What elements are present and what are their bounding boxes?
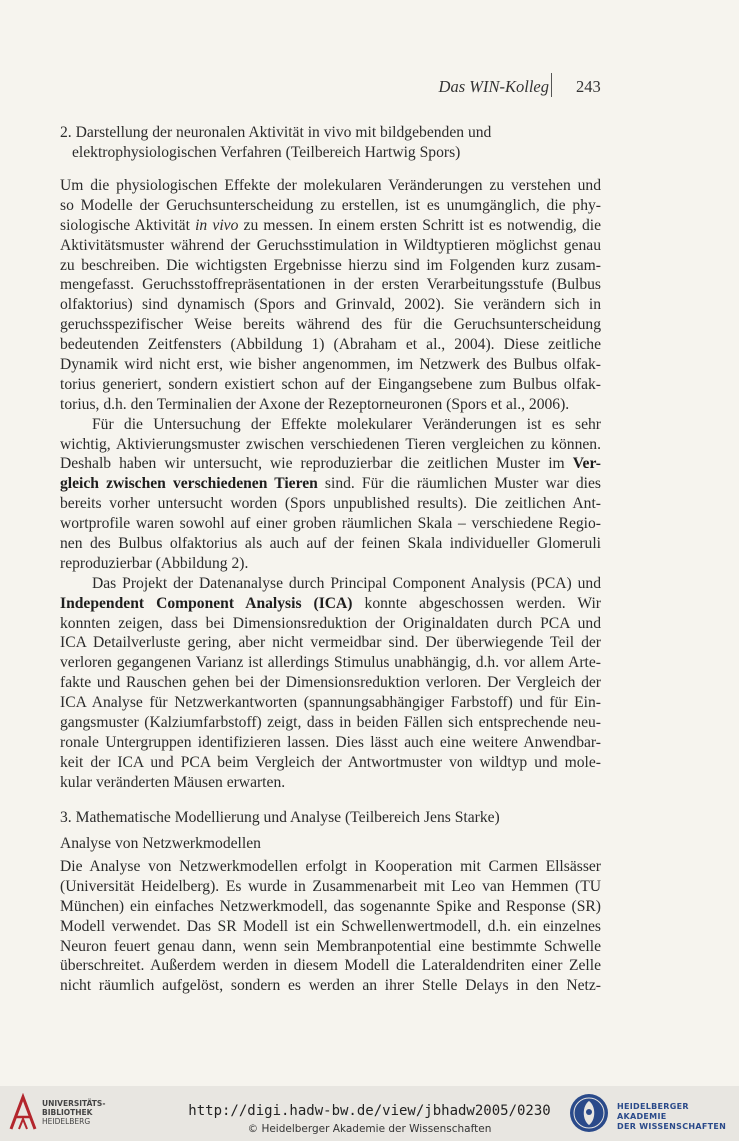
text-line: ICA Detailverluste gering, aber nicht vermeidbar sind. Der überwiegende Teil der xyxy=(60,634,601,652)
copyright-notice: © Heidelberger Akademie der Wissenschaften xyxy=(247,1123,492,1135)
academy-name: HEIDELBERGER AKADEMIE DER WISSENSCHAFTEN xyxy=(617,1102,727,1131)
heading-line: elektrophysiologischen Verfahren (Teilbereich Hartwig Spors) xyxy=(72,143,461,161)
text-line: bereits vorher untersucht worden (Spors unpublished results). Die zeitlichen Ant- xyxy=(60,495,601,513)
text-line: torius, d.h. den Terminalien der Axone der Rezeptorneuronen (Spors et al., 2006). xyxy=(60,395,570,413)
body-text xyxy=(60,176,601,793)
text-line: torius generiert, sondern existiert schon auf der Eingangsebene zum Bulbus olfak- xyxy=(60,375,601,393)
text-line: München) ein einfaches Netzwerkmodell, das sogenannte Spike and Response (SR) xyxy=(60,897,601,915)
text-line: kular veränderten Mäusen erwarten. xyxy=(60,773,286,791)
text-line: Um die physiologischen Effekte der molekularen Veränderungen zu verstehen und xyxy=(60,177,601,194)
section-2-heading xyxy=(60,123,601,163)
running-title: Das WIN-Kolleg xyxy=(438,77,549,96)
header-divider xyxy=(551,73,552,97)
text-line: nicht räumlich aufgelöst, sondern es werden an ihrer Stelle Delays in den Netz- xyxy=(60,977,601,995)
text-line: Das Projekt der Datenanalyse durch Principal Component Analysis (PCA) und xyxy=(92,574,601,592)
text-line: siologische Aktivität in vivo zu messen. In einem ersten Schritt ist es notwendig, die xyxy=(60,216,602,234)
text-line: geruchsspezifischer Weise bereits während des für die Geruchsunterscheidung xyxy=(60,316,601,334)
text-line: ICA Analyse für Netzwerkantworten (spannungsabhängiger Farbstoff) und für Ein- xyxy=(60,694,601,712)
text-line: gangsmuster (Kalziumfarbstoff) zeigt, dass in beiden Fällen sich entsprechende neu- xyxy=(60,714,601,732)
text-line: bedeutenden Zeitfensters (Abbildung 1) (Abraham et al., 2004). Diese zeitliche xyxy=(60,336,601,354)
text-line: Für die Untersuchung der Effekte molekularer Veränderungen ist es sehr xyxy=(92,415,601,433)
text-line: Modell verwendet. Das SR Modell ist ein Schwellenwertmodell, d.h. ein einzelnes xyxy=(60,917,601,935)
subheading-line: Analyse von Netzwerkmodellen xyxy=(60,835,261,852)
heading-line: 2. Darstellung der neuronalen Aktivität in vivo mit bildgebenden und xyxy=(60,124,492,141)
page-number: 243 xyxy=(576,77,601,96)
section-3-heading xyxy=(60,808,601,828)
text-line: Dynamik wird nicht erst, wie bisher angenommen, im Netzwerk des Bulbus olfak- xyxy=(60,356,601,374)
footer-bar xyxy=(0,1086,739,1141)
text-line: (Universität Heidelberg). Es wurde in Zusammenarbeit mit Leo van Hemmen (TU xyxy=(60,877,601,895)
text-line: überschreitet. Außerdem werden in diesem Modell die Lateraldendriten einer Zelle xyxy=(60,957,601,975)
text-line: mengefasst. Geruchsstoffrepräsentationen in der ersten Verarbeitungsstufe (Bulbus xyxy=(60,276,601,294)
text-line: ronale Untergruppen identifizieren lassen. Dies lässt auch eine weitere Anwendbar- xyxy=(60,733,601,751)
text-line: Die Analyse von Netzwerkmodellen erfolgt in Kooperation mit Carmen Ellsässer xyxy=(60,858,601,875)
text-line: Independent Component Analysis (ICA) konnte abgeschossen werden. Wir xyxy=(60,594,601,612)
text-line: reproduzierbar (Abbildung 2). xyxy=(60,554,249,572)
text-line: verloren gegangenen Varianz ist allerdings Stimulus unabhängig, d.h. vor allem Arte- xyxy=(60,654,601,672)
university-library-name: UNIVERSITÄTS- BIBLIOTHEK HEIDELBERG xyxy=(42,1099,106,1126)
text-line: Aktivitätsmuster während der Geruchsstimulation in Wildtyptieren möglichst genau xyxy=(60,236,601,254)
text-line: olfaktorius) sind dynamisch (Spors and Grinvald, 2002). Sie verändern sich in xyxy=(60,296,601,314)
section-3-subheading xyxy=(60,834,601,854)
page-header xyxy=(0,73,739,97)
text-line: Deshalb haben wir untersucht, wie reproduzierbar die zeitlichen Muster im Ver- xyxy=(60,455,601,473)
source-url-link[interactable]: http://digi.hadw-bw.de/view/jbhadw2005/0230 xyxy=(188,1103,551,1119)
text-line: gleich zwischen verschiedenen Tieren sind. Für die räumlichen Muster war dies xyxy=(60,475,601,493)
text-line: zu beschreiben. Die wichtigsten Ergebnisse hierzu sind im Folgenden kurz zusam- xyxy=(60,256,601,274)
text-line: wortprofile waren sowohl auf einer groben räumlichen Skala – verschiedene Regio- xyxy=(60,515,601,533)
text-line: nen des Bulbus olfaktorius als auch auf der feinen Skala individueller Glomeruli xyxy=(60,535,601,553)
text-line: konnten zeigen, dass bei Dimensionsreduktion der Originaldaten durch PCA und xyxy=(60,614,601,632)
heading-line: 3. Mathematische Modellierung und Analyse (Teilbereich Jens Starke) xyxy=(60,809,500,826)
text-line: Neuron feuert genau dann, wenn sein Membranpotential eine bestimmte Schwelle xyxy=(60,937,601,955)
body-text-section-3 xyxy=(60,857,601,996)
text-line: fakte und Rauschen gehen bei der Dimensionsreduktion verloren. Der Vergleich der xyxy=(60,674,601,692)
academy-seal-icon xyxy=(568,1092,610,1134)
text-line: so Modelle der Geruchsunterscheidung zu erstellen, ist es unumgänglich, die phy- xyxy=(60,196,601,214)
text-line: wichtig, Aktivierungsmuster zwischen verschiedenen Tieren vergleichen zu können. xyxy=(60,435,601,453)
text-line: keit der ICA und PCA beim Vergleich der Antwortmuster von wildtyp und mole- xyxy=(60,753,601,771)
